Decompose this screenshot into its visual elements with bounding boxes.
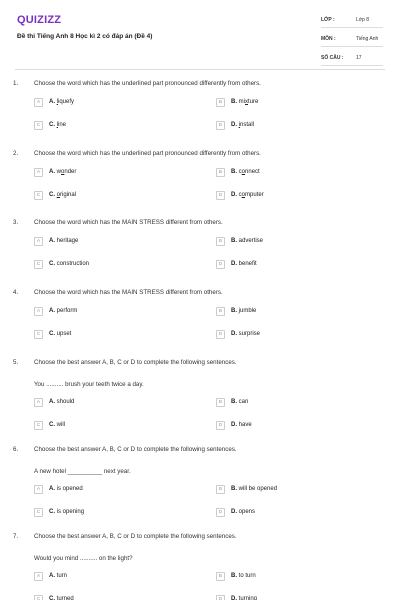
option-underlined-part: i [238,122,241,128]
option-word-end: nder [64,169,77,175]
answer-option-d[interactable] [216,508,376,518]
option-text [231,422,252,428]
option-label: A. [49,573,55,579]
question-text: Choose the word which has the underlined part pronounced differently from others. [34,150,261,157]
option-label: D. [231,509,237,515]
option-word-start: opens [238,509,256,515]
answer-option-a[interactable] [34,237,194,247]
answer-option-b[interactable] [216,237,376,247]
option-word-start: have [238,422,252,428]
option-letter-box: C [34,421,43,430]
option-label: A. [49,169,55,175]
option-text [231,308,256,314]
option-label: C. [49,596,55,600]
answer-option-c[interactable] [34,121,194,131]
question-sentence: Would you mind .......... on the light? [34,555,133,562]
option-label: A. [49,486,55,492]
option-label: C. [49,192,55,198]
option-word-start: c [238,192,242,198]
option-word-end: nstall [240,122,255,128]
option-word-start: benefit [238,261,257,267]
option-text [231,238,263,244]
answer-option-b[interactable] [216,398,376,408]
answer-option-b[interactable] [216,307,376,317]
option-letter-box: B [216,98,225,107]
question-sentence: A new hotel __________ next year. [34,468,131,475]
option-label: C. [49,422,55,428]
option-word-end: iquefy [58,99,75,105]
option-word-end: ine [58,122,67,128]
option-text [231,596,257,600]
option-word-start: can [238,399,249,405]
option-letter-box: C [34,121,43,130]
option-label: D. [231,261,237,267]
option-text [49,192,76,198]
option-word-start: will [56,422,66,428]
option-letter-box: B [216,485,225,494]
option-word-start: is opened [56,486,83,492]
option-letter-box: B [216,168,225,177]
option-underlined-part: l [56,99,59,105]
option-label: A. [49,399,55,405]
option-label: D. [231,422,237,428]
option-word-start: perform [56,308,78,314]
option-label: C. [49,261,55,267]
option-word-start: c [238,169,242,175]
option-word-end: riginal [60,192,77,198]
option-label: B. [231,399,237,405]
answer-option-c[interactable] [34,421,194,431]
answer-option-c[interactable] [34,595,194,600]
answer-option-c[interactable] [34,260,194,270]
header-divider [15,69,385,70]
option-letter-box: A [34,237,43,246]
option-underlined-part: o [61,169,65,175]
question-text: Choose the best answer A, B, C or D to complete the following sentences. [34,446,237,453]
meta-row-class [321,15,383,28]
option-word-start: turn [56,573,68,579]
option-label: A. [49,238,55,244]
option-text [49,308,77,314]
answer-option-c[interactable] [34,191,194,201]
option-label: D. [231,331,237,337]
meta-value: 17 [356,55,362,61]
option-text [231,122,254,128]
question-number: 6. [13,446,19,453]
meta-row-subject [321,34,383,47]
option-text [49,422,65,428]
question-text: Choose the best answer A, B, C or D to complete the following sentences. [34,533,237,540]
question-number: 2. [13,150,19,157]
option-label: D. [231,192,237,198]
worksheet-header [0,0,400,70]
question-text: Choose the word which has the underlined part pronounced differently from others. [34,80,261,87]
option-text [49,261,89,267]
option-label: B. [231,486,237,492]
option-word-end: nnect [245,169,260,175]
option-word-start: mi [238,99,246,105]
option-letter-box: C [34,330,43,339]
question-number: 7. [13,533,19,540]
option-letter-box: A [34,307,43,316]
answer-option-c[interactable] [34,508,194,518]
option-letter-box: C [34,508,43,517]
option-text [49,573,67,579]
option-letter-box: A [34,485,43,494]
option-label: C. [49,331,55,337]
option-text [231,399,248,405]
answer-option-d[interactable] [216,595,376,600]
option-letter-box: C [34,595,43,600]
option-label: B. [231,169,237,175]
question-number: 5. [13,359,19,366]
meta-key: MÔN : [321,36,336,42]
meta-key: SỐ CÂU : [321,55,344,61]
option-letter-box: D [216,121,225,130]
option-underlined-part: o [241,192,246,198]
option-word-start: w [56,169,62,175]
option-underlined-part: o [56,192,61,198]
question-number: 3. [13,219,19,226]
option-word-start: construction [56,261,90,267]
option-text [49,509,84,515]
option-label: A. [49,99,55,105]
option-word-start: surprise [238,331,261,337]
option-word-start: jumble [238,308,257,314]
option-word-start: advertise [238,238,264,244]
answer-option-b[interactable] [216,485,376,495]
option-text [49,596,74,600]
option-letter-box: A [34,398,43,407]
answer-option-d[interactable] [216,421,376,431]
option-text [49,486,83,492]
meta-row-count [321,53,383,66]
option-word-start: turned [56,596,74,600]
option-text [231,192,264,198]
option-letter-box: C [34,191,43,200]
option-underlined-part: l [56,122,59,128]
option-letter-box: A [34,98,43,107]
option-text [231,261,257,267]
answer-option-d[interactable] [216,260,376,270]
option-text [49,331,71,337]
answer-option-c[interactable] [34,330,194,340]
option-word-start: upset [56,331,72,337]
option-label: A. [49,308,55,314]
answer-option-b[interactable] [216,98,376,108]
option-text [231,573,256,579]
quizizz-logo: QUIZIZZ [17,14,62,26]
answer-option-a[interactable] [34,168,194,178]
answer-option-b[interactable] [216,168,376,178]
option-word-start: to turn [238,573,256,579]
answer-option-a[interactable] [34,98,194,108]
option-letter-box: D [216,191,225,200]
option-text [49,238,78,244]
answer-option-a[interactable] [34,485,194,495]
answer-option-d[interactable] [216,191,376,201]
question-text: Choose the word which has the MAIN STRESS different from others. [34,289,223,296]
option-letter-box: D [216,508,225,517]
option-word-start: should [56,399,75,405]
option-letter-box: D [216,595,225,600]
option-label: D. [231,596,237,600]
option-letter-box: D [216,421,225,430]
option-label: B. [231,238,237,244]
option-text [231,509,255,515]
option-text [49,169,76,175]
answer-option-a[interactable] [34,572,194,582]
option-text [49,399,74,405]
option-label: B. [231,573,237,579]
option-text [231,486,277,492]
answer-option-a[interactable] [34,307,194,317]
option-letter-box: D [216,260,225,269]
option-text [49,122,66,128]
option-label: B. [231,99,237,105]
option-underlined-part: x [245,99,249,105]
answer-option-a[interactable] [34,398,194,408]
option-text [231,331,260,337]
answer-option-d[interactable] [216,121,376,131]
answer-option-b[interactable] [216,572,376,582]
option-label: C. [49,122,55,128]
option-word-end: ture [248,99,259,105]
option-label: C. [49,509,55,515]
option-underlined-part: o [241,169,246,175]
question-number: 1. [13,80,19,87]
option-letter-box: A [34,168,43,177]
option-text [49,99,74,105]
option-word-start: will be opened [238,486,278,492]
page-title: Đề thi Tiếng Anh 8 Học kì 2 có đáp án (Đề 4) [17,33,153,40]
answer-option-d[interactable] [216,330,376,340]
option-text [231,169,260,175]
option-letter-box: B [216,572,225,581]
option-letter-box: A [34,572,43,581]
option-letter-box: B [216,237,225,246]
option-label: B. [231,308,237,314]
option-word-end: mputer [245,192,264,198]
meta-value: Lớp 8 [356,17,370,23]
meta-key: LỚP : [321,17,335,23]
option-text [231,99,258,105]
option-word-start: is opening [56,509,85,515]
option-letter-box: B [216,398,225,407]
meta-panel [321,15,383,72]
option-letter-box: D [216,330,225,339]
option-word-start: heritage [56,238,79,244]
meta-value: Tiếng Anh [356,36,379,42]
option-label: D. [231,122,237,128]
question-number: 4. [13,289,19,296]
question-text: Choose the best answer A, B, C or D to complete the following sentences. [34,359,237,366]
question-text: Choose the word which has the MAIN STRESS different from others. [34,219,223,226]
question-sentence: You .......... brush your teeth twice a day. [34,381,144,388]
option-letter-box: C [34,260,43,269]
option-letter-box: B [216,307,225,316]
option-word-start: turning [238,596,258,600]
